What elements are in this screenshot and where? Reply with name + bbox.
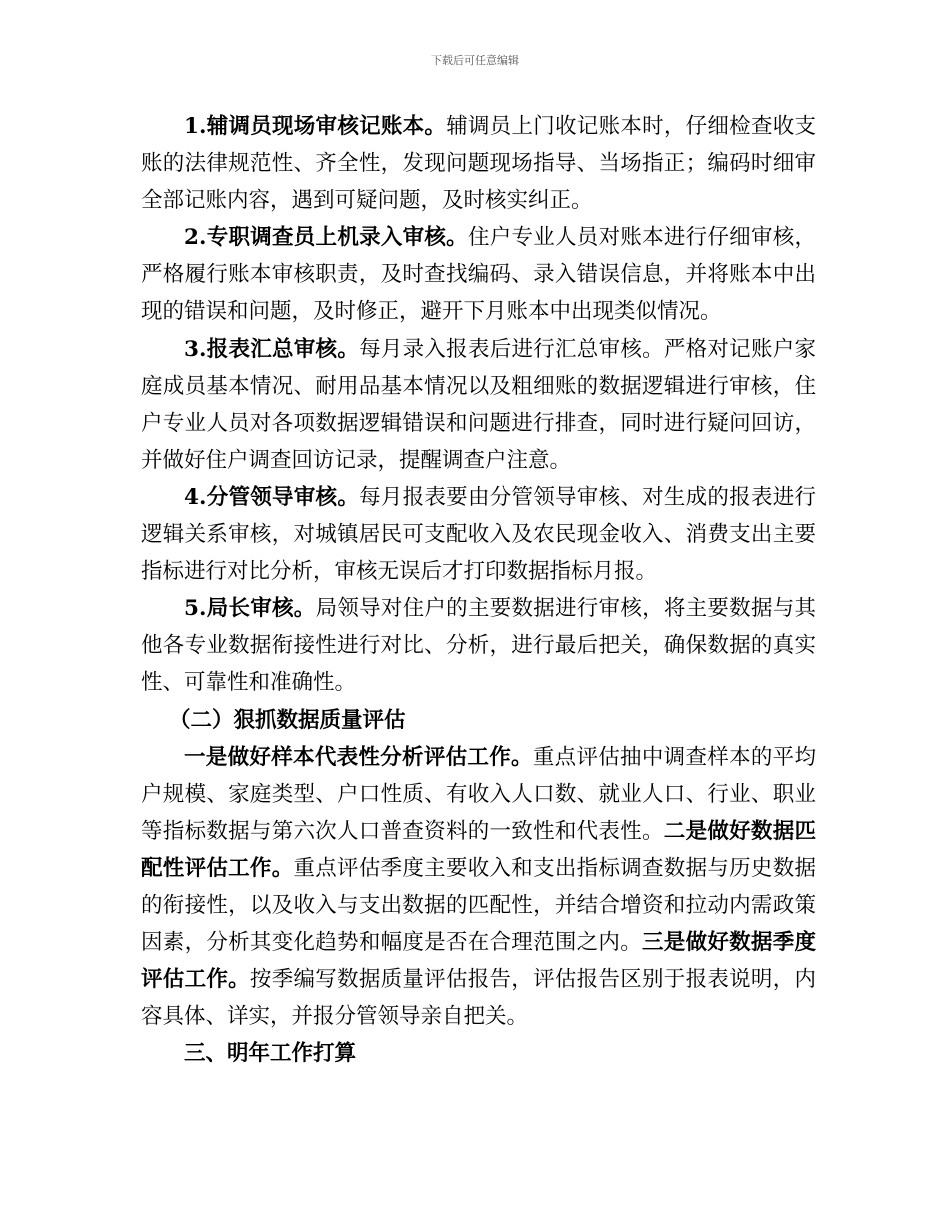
paragraph-3 bbox=[141, 331, 816, 479]
paragraph-4-body: 每月报表要由分管领导审核、对生成的报表进行逻辑关系审核，对城镇居民可支配收入及农民现金收入、消费支出主要指标进行对比分析，审核无误后才打印数据指标月报。 bbox=[141, 484, 816, 585]
quality-body-3: 按季编写数据质量评估报告，评估报告区别于报表说明，内容具体、详实，并报分管领导亲自把关。 bbox=[141, 967, 816, 1030]
quality-body-2: 重点评估季度主要收入和支出指标调查数据与历史数据的衔接性，以及收入与支出数据的匹配性，并结合增资和拉动内需政策因素，分析其变化趋势和幅度是否在合理范围之内。 bbox=[141, 855, 816, 956]
paragraph-3-lead: 3.报表汇总审核。 bbox=[184, 336, 360, 362]
document-body bbox=[141, 108, 816, 1072]
quality-lead-3: 三是做好数据季度评估工作。 bbox=[141, 930, 816, 993]
quality-body-1: 重点评估抽中调查样本的平均户规模、家庭类型、户口性质、有收入人口数、就业人口、行业、职业等指标数据与第六次人口普查资料的一致性和代表性。 bbox=[141, 744, 816, 844]
section-title: 三、明年工作打算 bbox=[184, 1041, 357, 1067]
page-header: 下载后可任意编辑 bbox=[431, 54, 519, 67]
quality-paragraph bbox=[141, 739, 816, 1036]
paragraph-2-body: 住户专业人员对账本进行仔细审核，严格履行账本审核职责，及时查找编码、录入错误信息，并将账本中出现的错误和问题，及时修正，避开下月账本中出现类似情况。 bbox=[141, 225, 816, 325]
paragraph-1 bbox=[141, 108, 816, 219]
paragraph-1-lead: 1.辅调员现场审核记账本。 bbox=[184, 114, 447, 139]
paragraph-3-body: 每月录入报表后进行汇总审核。严格对记账户家庭成员基本情况、耐用品基本情况以及粗细账的数据逻辑进行审核，住户专业人员对各项数据逻辑错误和问题进行排查，同时进行疑问回访，并做好住户调查回访记录，提醒调查户注意。 bbox=[141, 336, 816, 473]
paragraph-5 bbox=[141, 590, 816, 701]
paragraph-4-lead: 4.分管领导审核。 bbox=[184, 484, 360, 510]
paragraph-5-lead: 5.局长审核。 bbox=[184, 596, 316, 622]
quality-lead-2: 二是做好数据匹配性评估工作。 bbox=[141, 818, 816, 881]
subsection-title: （二）狠抓数据质量评估 bbox=[169, 707, 406, 733]
paragraph-1-body: 辅调员上门收记账本时，仔细检查收支账的法律规范性、齐全性，发现问题现场指导、当场指正；编码时细审全部记账内容，遇到可疑问题，及时核实纠正。 bbox=[141, 114, 816, 214]
paragraph-2 bbox=[141, 219, 816, 330]
paragraph-4 bbox=[141, 479, 816, 590]
paragraph-5-body: 局领导对住户的主要数据进行审核，将主要数据与其他各专业数据衔接性进行对比、分析，进行最后把关，确保数据的真实性、可靠性和准确性。 bbox=[141, 596, 816, 696]
quality-lead-1: 一是做好样本代表性分析评估工作。 bbox=[184, 744, 533, 770]
paragraph-2-lead: 2.专职调查员上机录入审核。 bbox=[184, 225, 468, 251]
